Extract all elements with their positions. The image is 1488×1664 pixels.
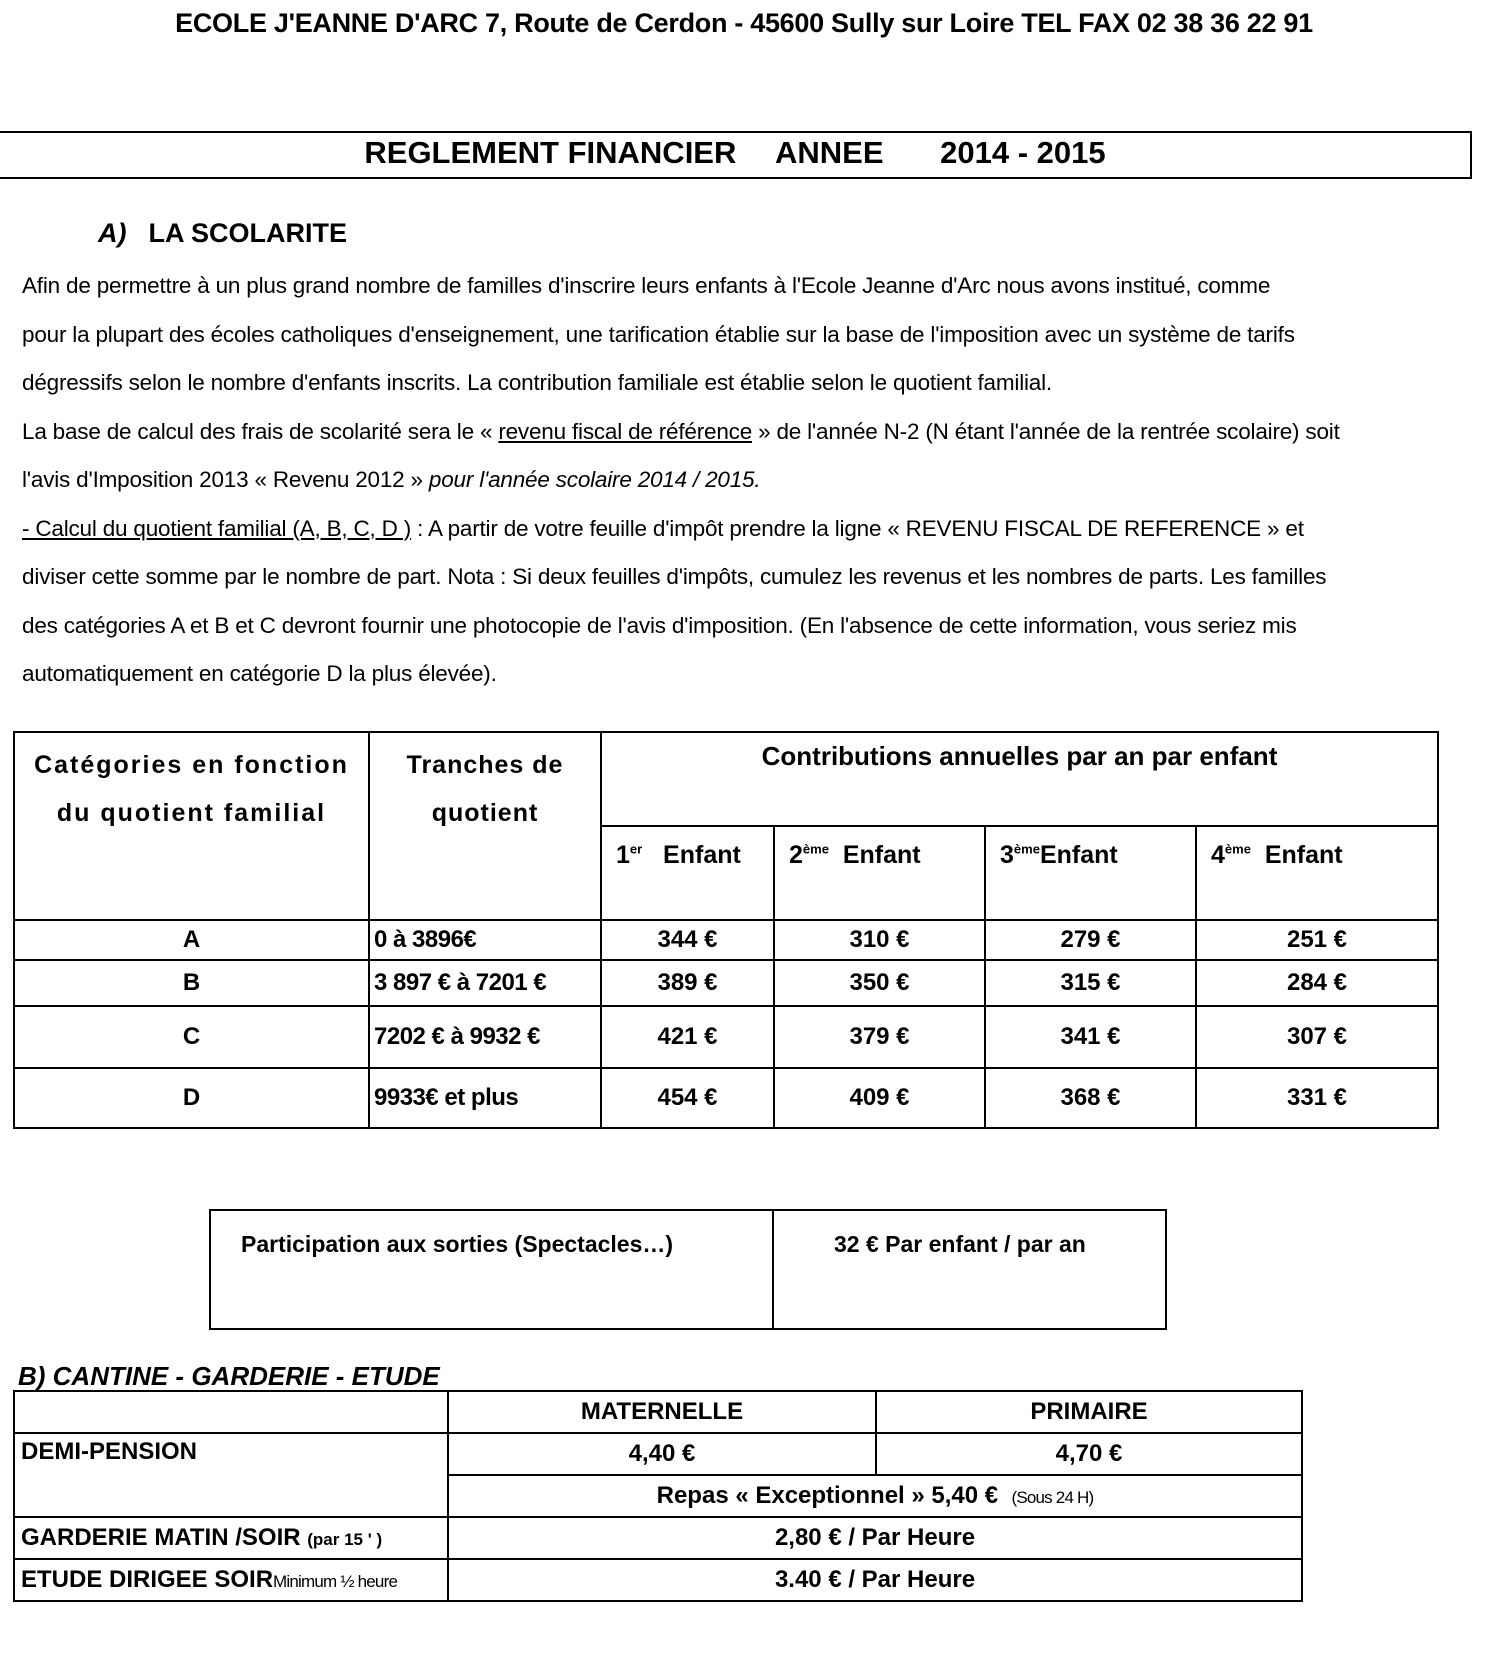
header-contributions: Contributions annuelles par an par enfant [601,732,1438,826]
para-line: des catégories A et B et C devront fournir une photocopie de l'avis d'imposition. (En l'absence de cette information, vous seriez mis [22,612,1297,638]
para-line [22,456,1462,505]
section-b-heading: B) CANTINE - GARDERIE - ETUDE [18,1361,440,1391]
garderie-value: 2,80 € / Par Heure [448,1517,1302,1559]
demi-pension-primaire: 4,70 € [876,1433,1302,1475]
table-row [14,1391,1302,1433]
value-cell: 350 € [774,960,985,1006]
repas-text: Repas « Exceptionnel » 5,40 € [656,1482,999,1509]
underlined-term: - Calcul du quotient familial (A, B, C, D ) [22,515,412,541]
header-enfant-3: 3èmeEnfant [985,826,1196,920]
title-part2: ANNEE [775,135,884,170]
table-row [14,1006,1438,1068]
value-cell: 341 € [985,1006,1196,1068]
para-line: automatiquement en catégorie D la plus élevée). [22,661,497,686]
header-enfant-2: 2ème Enfant [774,826,985,920]
category-cell: B [14,960,369,1006]
section-a-heading [98,218,347,249]
etude-value: 3.40 € / Par Heure [448,1559,1302,1601]
italic-text: pour l'année scolaire 2014 / 2015. [428,467,761,492]
sorties-label: Participation aux sorties (Spectacles…) [210,1210,773,1329]
table-row [14,920,1438,960]
category-cell: C [14,1006,369,1068]
para-line [22,505,1462,554]
category-cell: D [14,1068,369,1128]
document-title [0,131,1470,175]
header-line: Catégories en fonction [34,751,349,779]
range-cell: 7202 € à 9932 € [369,1006,601,1068]
repas-note: (Sous 24 H) [1011,1488,1094,1507]
range-cell: 3 897 € à 7201 € [369,960,601,1006]
value-cell: 454 € [601,1068,774,1128]
section-a-letter: A) [98,218,127,248]
para-line: diviser cette somme par le nombre de part. Nota : Si deux feuilles d'impôts, cumulez les revenus et les nombres de parts. Les familles [22,564,1327,589]
cantine-table [13,1390,1303,1602]
header-categories [14,732,369,920]
table-row [14,1517,1302,1559]
range-cell: 9933€ et plus [369,1068,601,1128]
value-cell: 315 € [985,960,1196,1006]
sorties-table [209,1209,1167,1330]
header-line: du quotient familial [56,799,327,827]
para-line: dégressifs selon le nombre d'enfants inscrits. La contribution familiale est établie selon le quotient familial. [22,370,1052,395]
demi-pension-maternelle: 4,40 € [448,1433,876,1475]
sorties-value: 32 € Par enfant / par an [773,1210,1166,1329]
header-maternelle: MATERNELLE [448,1391,876,1433]
text-span: : A partir de votre feuille d'impôt prendre la ligne « REVENU FISCAL DE REFERENCE » et [411,515,1304,541]
table-row [14,960,1438,1006]
etude-text: ETUDE DIRIGEE SOIR [21,1566,274,1593]
text-span: l'avis d'Imposition 2013 « Revenu 2012 » [22,467,429,492]
tuition-table [13,731,1439,1129]
value-cell: 409 € [774,1068,985,1128]
table-row [14,1068,1438,1128]
para-line: Afin de permettre à un plus grand nombre de familles d'inscrire leurs enfants à l'Ecole Jeanne d'Arc nous avons institué, comme [22,273,1271,298]
value-cell: 344 € [601,920,774,960]
header-tranches [369,732,601,920]
value-cell: 279 € [985,920,1196,960]
section-a-title: LA SCOLARITE [148,218,347,248]
garderie-text: GARDERIE MATIN /SOIR [21,1524,301,1551]
etude-label [14,1559,448,1601]
section-a-text [22,262,1462,699]
value-cell: 379 € [774,1006,985,1068]
value-cell: 368 € [985,1068,1196,1128]
text-span: La base de calcul des frais de scolarité sera le « [22,418,499,444]
para-line [22,408,1462,457]
header-enfant-1: 1er Enfant [601,826,774,920]
category-cell: A [14,920,369,960]
value-cell: 284 € [1196,960,1438,1006]
demi-pension-label: DEMI-PENSION [14,1433,448,1517]
range-cell: 0 à 3896€ [369,920,601,960]
para-line: pour la plupart des écoles catholiques d'enseignement, une tarification établie sur la base de l'imposition avec un système de tarifs [22,321,1295,347]
table-row [14,1559,1302,1601]
underlined-term: revenu fiscal de référence [498,418,753,444]
value-cell: 307 € [1196,1006,1438,1068]
value-cell: 251 € [1196,920,1438,960]
garderie-label [14,1517,448,1559]
table-row [210,1210,1166,1329]
table-row [14,1433,1302,1475]
header-line: Tranches de [406,751,564,779]
text-span: » de l'année N-2 (N étant l'année de la rentrée scolaire) soit [752,418,1340,444]
header-line: quotient [431,799,539,827]
value-cell: 331 € [1196,1068,1438,1128]
header-primaire: PRIMAIRE [876,1391,1302,1433]
garderie-note: (par 15 ' ) [307,1530,383,1549]
title-part1: REGLEMENT FINANCIER [364,135,737,170]
etude-note: Minimum ½ heure [273,1572,398,1591]
value-cell: 421 € [601,1006,774,1068]
repas-exceptionnel [448,1475,1302,1517]
value-cell: 389 € [601,960,774,1006]
value-cell: 310 € [774,920,985,960]
title-part3: 2014 - 2015 [940,135,1106,170]
header-enfant-4: 4ème Enfant [1196,826,1438,920]
school-header: ECOLE J'EANNE D'ARC 7, Route de Cerdon - 45600 Sully sur Loire TEL FAX 02 38 36 22 91 [175,8,1313,38]
empty-cell [14,1391,448,1433]
